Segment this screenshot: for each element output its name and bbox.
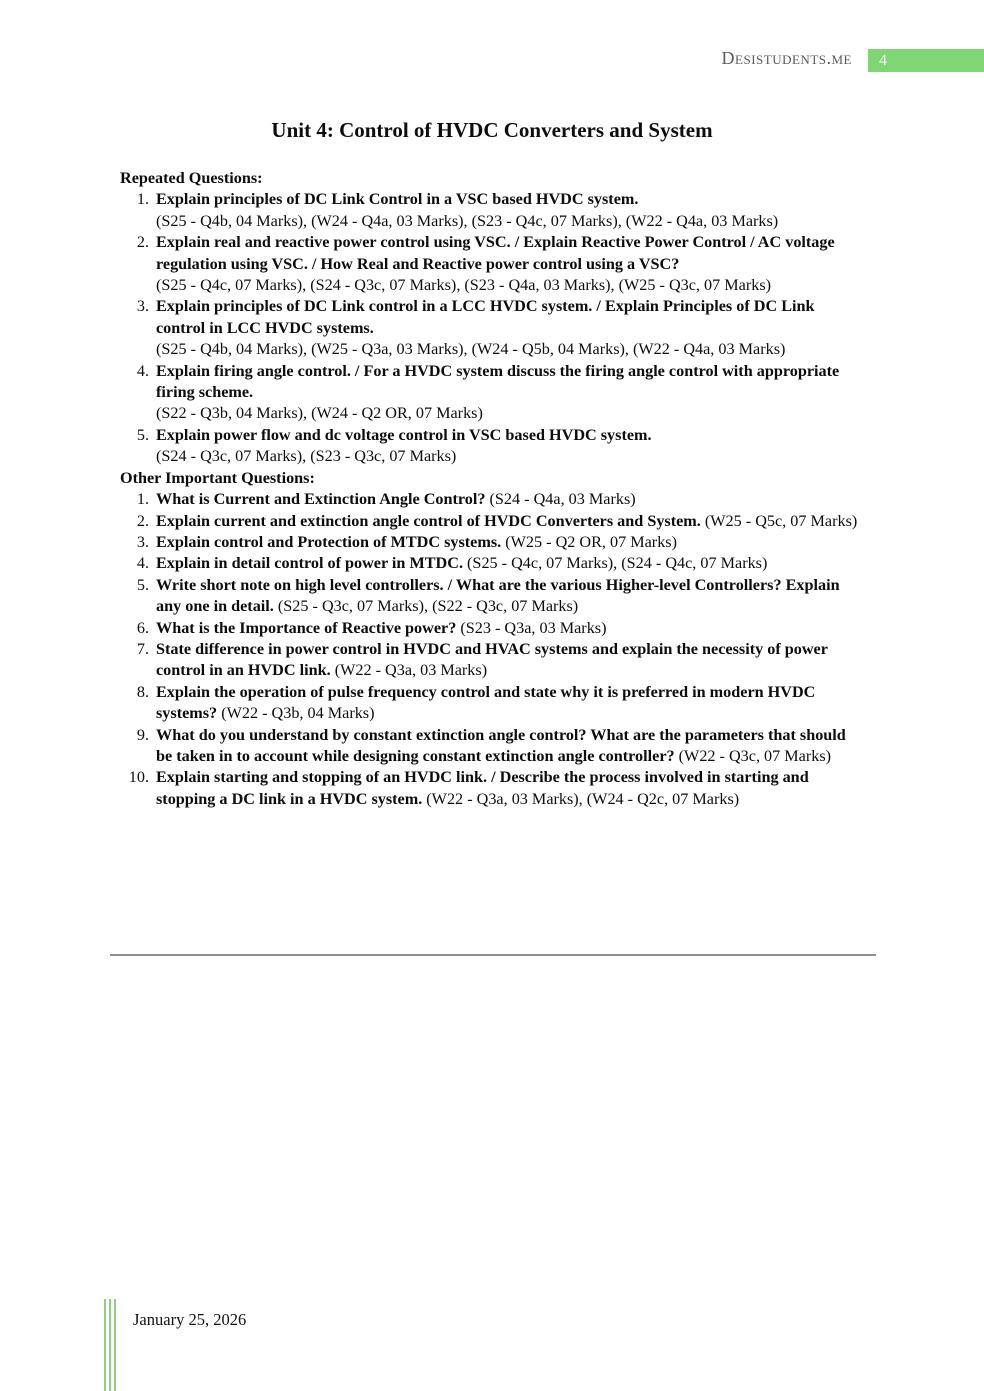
question-number: 5.	[136, 425, 149, 444]
question-refs: (S25 - Q4b, 04 Marks), (W24 - Q4a, 03 Marks), (S23 - Q4c, 07 Marks), (W22 - Q4a, 03 Marks)	[156, 211, 779, 230]
question-item	[120, 553, 866, 574]
question-refs: (S22 - Q3b, 04 Marks), (W24 - Q2 OR, 07 Marks)	[156, 404, 483, 423]
question-item	[120, 361, 866, 425]
question-item	[120, 232, 866, 296]
question-number: 6.	[136, 618, 149, 637]
site-name: Desistudents.me	[721, 48, 852, 68]
question-body	[156, 232, 866, 296]
question-item	[120, 725, 866, 768]
question-number: 8.	[136, 682, 149, 701]
question-item	[120, 575, 866, 618]
footer-date: January 25, 2026	[133, 1310, 247, 1329]
footer-decoration-lines	[104, 1299, 119, 1391]
question-text: Write short note on high level controllers. / What are the various Higher-level Controllers? Explain any one in detail.	[156, 575, 840, 616]
question-body	[156, 725, 866, 768]
question-item	[120, 639, 866, 682]
footer-vertical-line	[114, 1299, 116, 1391]
question-number: 1.	[136, 490, 149, 509]
question-refs: (S24 - Q3c, 07 Marks), (S23 - Q3c, 07 Marks)	[156, 447, 457, 466]
page-number: 4	[879, 51, 887, 69]
question-text: Explain current and extinction angle control of HVDC Converters and System.	[156, 511, 701, 530]
question-item	[120, 767, 866, 810]
question-text: Explain real and reactive power control using VSC. / Explain Reactive Power Control / AC voltage regulation using VSC. / How Real and Reactive power control using a VSC?	[156, 233, 835, 273]
question-item	[120, 511, 866, 532]
question-item	[120, 489, 866, 510]
question-number: 5.	[136, 575, 149, 594]
question-refs: (W25 - Q2 OR, 07 Marks)	[501, 532, 677, 551]
section-heading: Other Important Questions:	[120, 468, 315, 487]
question-body	[156, 489, 866, 510]
question-refs: (S24 - Q4a, 03 Marks)	[485, 490, 636, 509]
question-text: State difference in power control in HVDC and HVAC systems and explain the necessity of power control in an HVDC link.	[156, 639, 828, 680]
question-refs: (W22 - Q3a, 03 Marks)	[330, 661, 488, 680]
question-refs: (W22 - Q3a, 03 Marks), (W24 - Q2c, 07 Marks)	[422, 789, 740, 808]
question-number: 9.	[136, 725, 149, 744]
question-number: 2.	[136, 511, 149, 530]
section-heading: Repeated Questions:	[120, 169, 263, 187]
question-text: Explain in detail control of power in MTDC.	[156, 554, 463, 573]
question-text: Explain control and Protection of MTDC systems.	[156, 532, 502, 551]
question-body	[156, 532, 866, 553]
question-item	[120, 425, 866, 468]
question-text: Explain principles of DC Link control in a LCC HVDC system. / Explain Principles of DC Link control in LCC HVDC systems.	[156, 297, 815, 337]
question-number: 2.	[136, 233, 149, 252]
question-body	[156, 575, 866, 618]
question-number: 4.	[136, 361, 149, 380]
section-divider	[110, 954, 876, 956]
question-body	[156, 361, 866, 425]
question-refs: (W22 - Q3c, 07 Marks)	[674, 746, 832, 765]
question-body	[156, 767, 866, 810]
question-refs: (S23 - Q3a, 03 Marks)	[456, 618, 607, 637]
question-text: Explain firing angle control. / For a HVDC system discuss the firing angle control with appropriate firing scheme.	[156, 361, 840, 402]
question-body	[156, 425, 866, 468]
question-body	[156, 682, 866, 725]
question-number: 3.	[136, 297, 149, 316]
question-number: 1.	[136, 190, 149, 209]
questions-area	[120, 168, 866, 810]
question-text: What is the Importance of Reactive power?	[156, 618, 457, 637]
question-body	[156, 618, 866, 639]
question-refs: (W25 - Q5c, 07 Marks)	[700, 511, 858, 530]
question-body	[156, 189, 866, 232]
footer-vertical-line	[104, 1299, 106, 1391]
question-text: What is Current and Extinction Angle Control?	[156, 490, 486, 509]
question-text: Explain starting and stopping of an HVDC link. / Describe the process involved in starting and stopping a DC link in a HVDC system.	[156, 768, 809, 808]
question-refs: (S25 - Q4b, 04 Marks), (W25 - Q3a, 03 Marks), (W24 - Q5b, 04 Marks), (W22 - Q4a, 03 Marks)	[156, 340, 786, 359]
question-item	[120, 532, 866, 553]
question-item	[120, 682, 866, 725]
page-number-badge	[868, 49, 984, 72]
question-refs: (S25 - Q4c, 07 Marks), (S24 - Q3c, 07 Marks), (S23 - Q4a, 03 Marks), (W25 - Q3c, 07 Marks)	[156, 276, 772, 295]
question-body	[156, 639, 866, 682]
question-refs: (S25 - Q4c, 07 Marks), (S24 - Q4c, 07 Marks)	[463, 554, 768, 573]
question-number: 4.	[136, 554, 149, 573]
question-body	[156, 296, 866, 360]
question-item	[120, 296, 866, 360]
question-number: 10.	[128, 768, 149, 787]
question-refs: (W22 - Q3b, 04 Marks)	[217, 704, 375, 723]
question-number: 3.	[136, 532, 149, 551]
question-text: Explain the operation of pulse frequency control and state why it is preferred in modern HVDC systems?	[156, 682, 816, 723]
question-item	[120, 189, 866, 232]
question-item	[120, 618, 866, 639]
question-text: Explain power flow and dc voltage control in VSC based HVDC system.	[156, 425, 652, 444]
question-refs: (S25 - Q3c, 07 Marks), (S22 - Q3c, 07 Marks)	[273, 597, 579, 616]
page-title: Unit 4: Control of HVDC Converters and System	[271, 118, 713, 142]
question-text: What do you understand by constant extinction angle control? What are the parameters that should be taken in to account while designing constant extinction angle controller?	[156, 725, 846, 765]
question-body	[156, 511, 866, 532]
question-body	[156, 553, 866, 574]
question-number: 7.	[136, 639, 149, 658]
question-text: Explain principles of DC Link Control in a VSC based HVDC system.	[156, 190, 639, 209]
footer-vertical-line	[109, 1299, 111, 1391]
